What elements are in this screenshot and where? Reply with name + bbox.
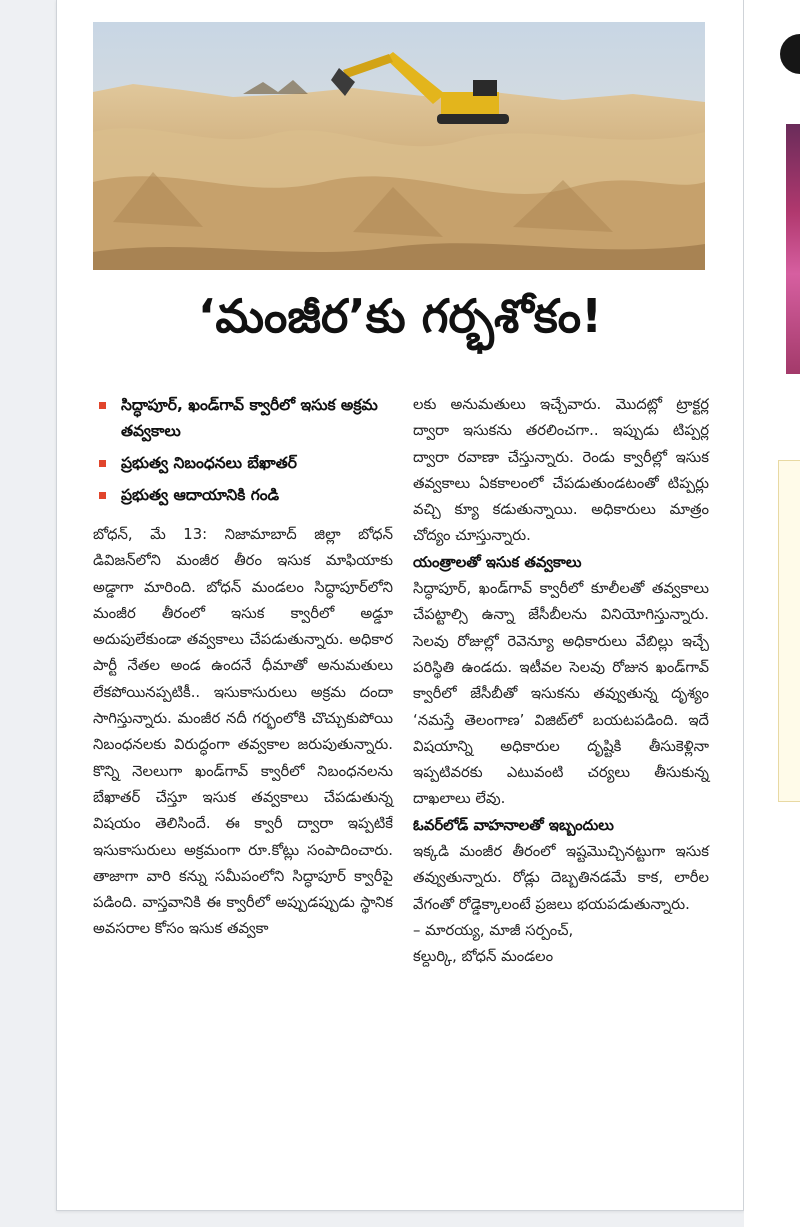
bullet-text: ప్రభుత్వ నిబంధనలు బేఖాతర్ bbox=[121, 454, 297, 472]
red-square-bullet-icon bbox=[99, 460, 106, 467]
red-square-bullet-icon bbox=[99, 402, 106, 409]
red-square-bullet-icon bbox=[99, 492, 106, 499]
subheading-machines: యంత్రాలతో ఇసుక తవ్వకాలు bbox=[413, 553, 582, 571]
article-body-left: బోధన్, మే 13: నిజామాబాద్ జిల్లా బోధన్ డివిజన్‌లోని మంజీర తీరం ఇసుక మాఫియాకు అడ్డాగా మారింది. బోధన్ మండలం సిద్ధాపూర్‌లోని మంజీర తీరంలో ఇసుక క్వారీలో అడ్డూ అదుపులేకుండా తవ్వకాలు చేపడుతున్నారు. అధికార పార్టీ నేతల అండ ఉందనే ధీమాతో అనుమతులు లేకపోయినప్పటికీ.. ఇసుకాసురులు అక్రమ దందా సాగిస్తున్నారు. మంజీర నదీ గర్భంలోకి చొచ్చుకుపోయి నిబంధనలకు విరుద్ధంగా తవ్వకాల జరుపుతున్నారు. కొన్ని నెలలుగా ఖండ్‌గావ్ క్వారీలో నిబంధనలను బేఖాతర్ చేస్తూ ఇసుక తవ్వకాలు చేపడుతున్న విషయం తెలిసిందే. ఈ క్వారీ ద్వారా ఇప్పటికే ఇసుకాసురులు అక్రమంగా రూ.కోట్లు సంపాదించారు. తాజాగా వారి కన్ను సమీపంలోని సిద్ధాపూర్ క్వారీపై పడింది. వాస్తవానికి ఈ క్వారీలో అప్పుడప్పుడు స్థానిక అవసరాల కోసం ఇసుక తవ్వకా bbox=[93, 526, 393, 938]
sand-mining-photo bbox=[93, 22, 705, 270]
quote-attribution-name: – మారయ్య, మాజీ సర్పంచ్, bbox=[413, 921, 574, 939]
article-body-right-2: సిద్ధాపూర్, ఖండ్‌గావ్ క్వారీలో కూలీలతో తవ్వకాలు చేపట్టాల్సి ఉన్నా జేసీబీలను వినియోగిస్తున్నారు. సెలవు రోజుల్లో రెవెన్యూ అధికారులు వేబిల్లు ఇచ్చే పరిస్థితి ఉండదు. ఇటీవల సెలవు రోజున ఖండ్‌గావ్ క్వారీలో జేసీబీతో ఇసుకను తవ్వుతున్న దృశ్యం ‘నమస్తే తెలంగాణ’ విజిట్‌లో బయటపడింది. ఇదే విషయాన్ని అధికారుల దృష్టికి తీసుకెళ్లినా ఇప్పటివరకు ఎటువంటి చర్యలు తీసుకున్న దాఖలాలు లేవు. bbox=[413, 580, 709, 808]
adjacent-clipping-edge bbox=[744, 0, 800, 1227]
bullet-text: సిద్ధాపూర్, ఖండ్‌గావ్ క్వారీలో ఇసుక అక్రమ తవ్వకాలు bbox=[121, 396, 378, 440]
sand-quarry-illustration bbox=[93, 22, 705, 270]
bullet-point bbox=[93, 392, 393, 444]
quote-attribution-place: కల్దుర్కి, బోధన్ మండలం bbox=[413, 948, 554, 966]
left-column bbox=[93, 392, 393, 943]
article-body-right-1: లకు అనుమతులు ఇచ్చేవారు. మొదట్లో ట్రాక్టర్ల ద్వారా ఇసుకను తరలించగా.. ఇప్పుడు టిప్పర్ల ద్వారా రవాణా చేస్తున్నారు. రెండు క్వారీల్లో ఇసుక తవ్వకాలు ఏకకాలంలో చేపడుతుండటంతో టిప్పర్లు వచ్చి క్యూ కడుతున్నాయి. అధికారులు మాత్రం చోద్యం చూస్తున్నారు. bbox=[413, 396, 709, 545]
bullet-text: ప్రభుత్వ ఆదాయానికి గండి bbox=[121, 486, 280, 504]
article-body-right-3: ఇక్కడి మంజీర తీరంలో ఇష్టమొచ్చినట్టుగా ఇసుక తవ్వుతున్నారు. రోడ్లు దెబ్బతినడమే కాక, లారీల వేగంతో రోడ్డెక్కాలంటే ప్రజలు భయపడుతున్నారు. bbox=[413, 843, 709, 913]
news-clipping bbox=[56, 0, 744, 1211]
bullet-point bbox=[93, 482, 393, 508]
bullet-point bbox=[93, 450, 393, 476]
adjacent-box-fragment bbox=[778, 460, 800, 802]
adjacent-photo-fragment bbox=[786, 124, 800, 374]
headline: ‘మంజీర’కు గర్భశోకం! bbox=[197, 289, 603, 343]
subheading-overload: ఓవర్‌లోడ్ వాహనాలతో ఇబ్బందులు bbox=[413, 816, 614, 834]
right-column bbox=[413, 392, 709, 971]
adjacent-headline-fragment bbox=[780, 34, 800, 74]
